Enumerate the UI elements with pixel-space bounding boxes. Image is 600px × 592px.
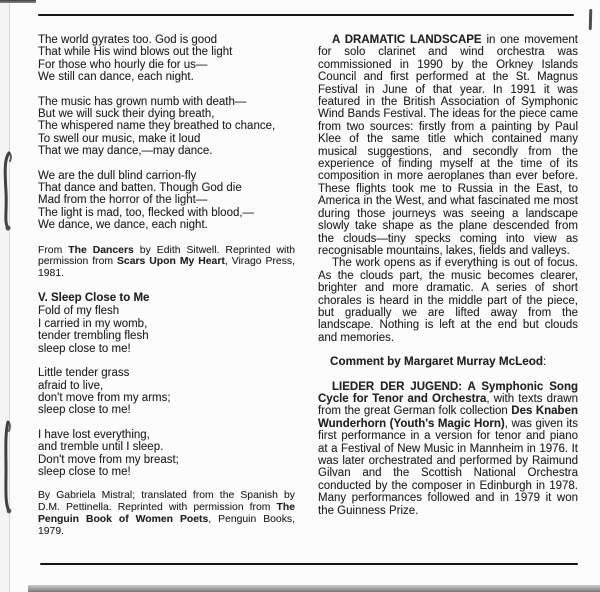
text: , was given its first performance in a version for tenor and piano at a Festival of New Music in Mannheim in 1976. It was later orchestrated and performed by Raimund Gilvan and the Scottish National Orchestra conducted by the composer in Edinburgh in 1978. Many performances followed and in 1979 it won the Guinness Prize. — [318, 417, 578, 517]
bottom-rule — [40, 563, 578, 565]
staple-icon — [1, 150, 15, 237]
staple-bottom-graphic — [1, 418, 15, 516]
poem-line: tender trembling flesh — [38, 330, 149, 343]
stanza — [38, 96, 295, 158]
poem-line: That dance and batten. Though God die — [38, 182, 242, 195]
poem-title-sleep-close-to-me: V. Sleep Close to Me — [38, 292, 150, 305]
stanza — [38, 367, 295, 417]
text: : — [543, 355, 547, 369]
scan-artifact-right — [589, 9, 593, 30]
poem-line: Mad from the horror of the light— — [38, 194, 208, 207]
bold-text: The Penguin Book of Women Poets — [38, 502, 295, 525]
poem-sleep-close-to-me — [38, 305, 295, 478]
poem-line: I carried in my womb, — [38, 317, 148, 330]
poem-line: afraid to live, — [38, 379, 104, 392]
right-column — [318, 34, 578, 517]
bold-text: Scars Upon My Heart — [117, 256, 225, 268]
stanza — [38, 34, 295, 84]
poem-line: sleep close to me! — [38, 342, 131, 355]
staple-icon — [1, 418, 15, 521]
poem-line: The world gyrates too. God is good — [38, 34, 217, 46]
left-column — [38, 34, 295, 550]
stanza — [38, 429, 295, 479]
bold-text: LIEDER DER JUGEND: A Symphonic Song Cycle for Tenor and Orchestra — [318, 380, 578, 405]
poem-line: don't move from my arms; — [38, 391, 171, 404]
scan-artifact-bottom-band — [28, 585, 600, 592]
stanza — [38, 170, 295, 232]
poem-line: sleep close to me! — [38, 404, 131, 417]
poem-line: To swell our music, make it loud — [38, 132, 201, 145]
text: by Edith Sitwell. Reprinted with permission from — [38, 244, 295, 268]
staple-top-graphic — [1, 150, 15, 232]
comment-heading — [318, 356, 578, 368]
text: , Penguin Books, 1979. — [38, 513, 295, 537]
poem-line: sleep close to me! — [38, 465, 131, 478]
poem-line: That while His wind blows out the light — [38, 46, 233, 59]
poem-line: We still can dance, each night. — [38, 71, 194, 84]
poem-line: I have lost everything, — [38, 428, 150, 441]
poem-line: We dance, we dance, each night. — [38, 219, 208, 232]
poem-line: But we will suck their dying breath, — [38, 108, 215, 121]
text: By Gabriela Mistral; translated from the Spanish by D.M. Pettinella. Reprinted with permission from — [38, 490, 295, 514]
text: , Virago Press, 1981. — [38, 256, 295, 280]
stanza — [38, 305, 295, 355]
poem-line: Fold of my flesh — [38, 305, 120, 318]
poem-line: Don't move from my breast; — [38, 453, 179, 466]
poem-the-dancers — [38, 34, 295, 232]
poem-line: We are the dull blind carrion-fly — [38, 169, 197, 182]
article-dramatic-landscape-para2: The work opens as if everything is out of focus. As the clouds part, the music becomes clearer, brighter and more dramatic. A series of short chorales is heard in the middle part of the piece, but gradually we are lifted away from the landscape. Nothing is left at the end but clouds and memories. — [318, 257, 578, 344]
poem-line: Little tender grass — [38, 367, 130, 380]
top-rule — [38, 14, 574, 16]
poem-line: That we may dance,—may dance. — [38, 145, 213, 158]
bold-text: Comment by Margaret Murray McLeod — [330, 355, 544, 369]
text: From — [38, 244, 69, 256]
credit-the-dancers — [38, 245, 295, 280]
scan-artifact-top — [0, 0, 36, 3]
article-dramatic-landscape-para1 — [318, 34, 578, 257]
bold-text: Des Knaben Wunderhorn (Youth's Magic Horn) — [318, 405, 578, 430]
text: in one movement for solo clarinet and wind orchestra was commissioned in 1990 by the Orkney Islands Council and first performed at the St. Magnus Festival in June of that year. In 1991 it was featured in the British Association of Symphonic Wind Bands Festival. The ideas for the piece came from two sources: firstly from a painting by Paul Klee of the same title which contained many musical suggestions, and secondly from the experience of finding myself at the time of its composition in more aeroplanes than ever before. These flights took me to Russia in the East, to America in the West, and what fascinated me most during those journeys was seeing a landscape slowly take shape as the plane descended from the clouds—tiny specks coming into view as recognisable mountains, lakes, fields and valleys. — [318, 34, 578, 257]
text: , with texts drawn from the great German folk collection — [318, 392, 578, 418]
poem-line: For those who hourly die for us— — [38, 58, 208, 71]
bold-text: A DRAMATIC LANDSCAPE — [332, 34, 482, 46]
poem-line: The light is mad, too, flecked with blood,— — [38, 206, 255, 219]
poem-line: The whispered name they breathed to chance, — [38, 120, 276, 133]
poem-line: and tremble until I sleep. — [38, 441, 164, 454]
bold-text: The Dancers — [68, 244, 134, 256]
article-lieder-der-jugend — [318, 381, 578, 517]
credit-sleep-close-to-me — [38, 490, 295, 537]
poem-line: The music has grown numb with death— — [38, 95, 247, 108]
